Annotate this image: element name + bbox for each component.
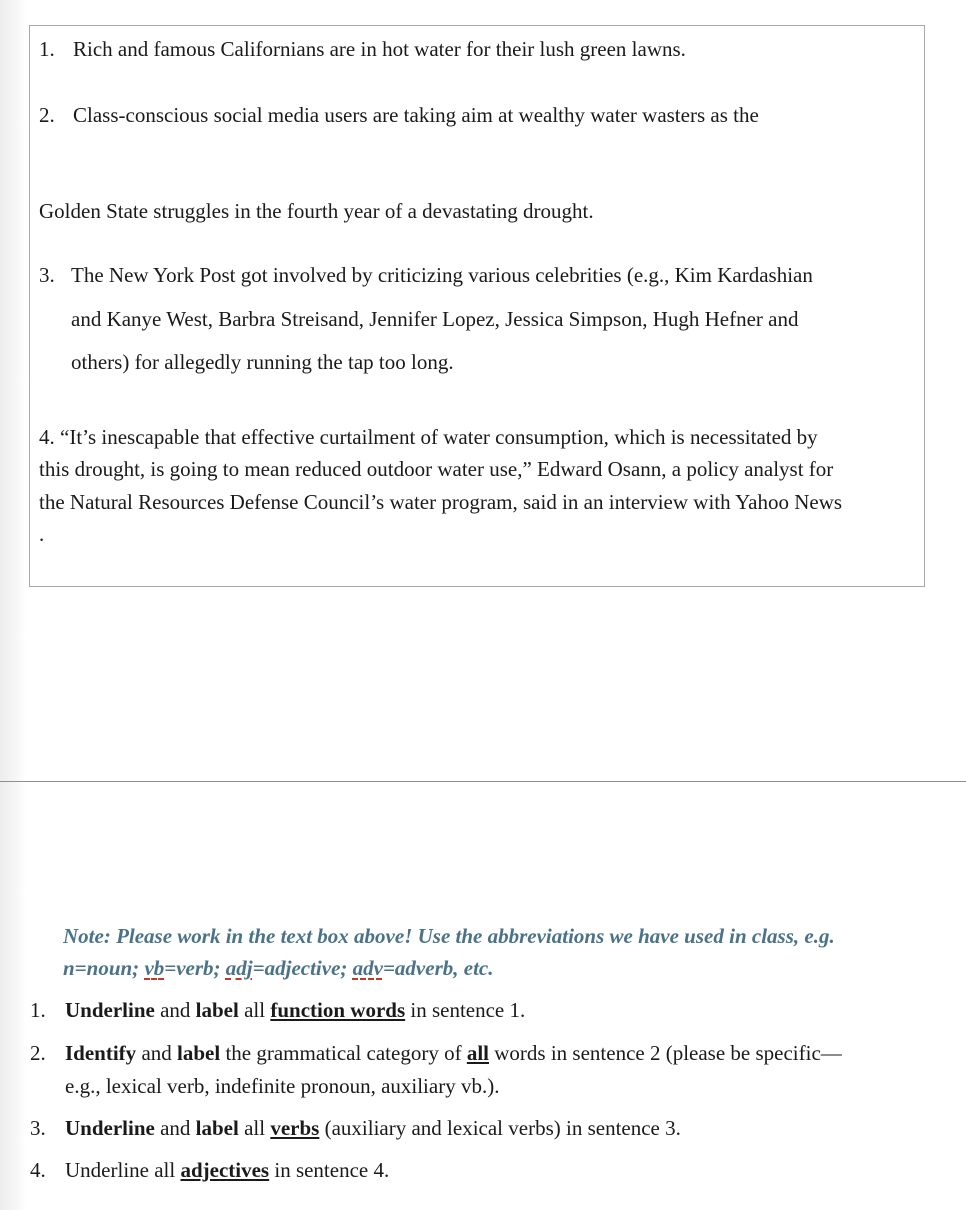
instruction-2-mid: the grammatical category of [220,1041,467,1065]
sentence-1 [39,35,686,63]
instruction-1-text [65,996,525,1024]
instruction-3-and: and [154,1116,196,1140]
sentence-2 [39,101,759,129]
sentence-2-line-1: Class-conscious social media users are taking aim at wealthy water wasters as the [73,103,759,127]
note-line-1: Note: Please work in the text box above! Use the abbreviations we have used in class, e.g. [63,924,835,948]
sentence-1-text: Rich and famous Californians are in hot water for their lush green lawns. [73,37,686,61]
sentence-2-line-2: Golden State struggles in the fourth year of a devastating drought. [39,199,594,223]
sentence-3 [39,261,813,289]
sentence-3-line-1: The New York Post got involved by criticizing various celebrities (e.g., Kim Kardashian [71,263,813,287]
sentence-2-number: 2. [39,103,55,127]
instruction-4-head: Underline all [65,1158,181,1182]
instruction-1 [30,996,930,1024]
instruction-4-number: 4. [30,1158,46,1182]
note-adj-abbrev: adj [225,956,253,980]
note-adverb: =adverb, etc. [382,956,494,980]
instruction-3-all: all [238,1116,271,1140]
note-vb-abbrev: vb [144,956,165,980]
instruction-4 [30,1156,930,1184]
instruction-2-number: 2. [30,1041,46,1065]
instruction-1-function-words: function words [270,998,406,1022]
instruction-3-label: label [195,1116,239,1140]
instruction-1-underline: Underline [65,998,155,1022]
instruction-4-tail: in sentence 4. [269,1158,390,1182]
instruction-1-and: and [154,998,196,1022]
sentence-1-number: 1. [39,37,55,61]
sentence-3-line-2: and Kanye West, Barbra Streisand, Jennifer Lopez, Jessica Simpson, Hugh Hefner and [71,307,799,331]
instruction-2-and: and [136,1041,178,1065]
instruction-2-line-2: e.g., lexical verb, indefinite pronoun, auxiliary vb.). [65,1074,500,1098]
page-gutter [0,0,26,1210]
instruction-4-text [65,1156,389,1184]
instruction-3-text [65,1114,681,1142]
note-verb: =verb; [164,956,226,980]
instruction-2 [30,1039,930,1099]
instruction-3-number: 3. [30,1116,46,1140]
sentence-4-line-2: this drought, is going to mean reduced outdoor water use,” Edward Osann, a policy analyst for [39,457,834,481]
sentence-4-line-4: . [39,522,45,546]
instruction-3-tail: (auxiliary and lexical verbs) in sentence 3. [319,1116,681,1140]
sentence-3-line-3: others) for allegedly running the tap too long. [71,350,454,374]
instruction-2-label: label [177,1041,221,1065]
instruction-1-label: label [195,998,239,1022]
instruction-2-text [65,1039,842,1067]
instruction-3 [30,1114,930,1142]
note-adv-abbrev: adv [352,956,383,980]
answer-text-box[interactable] [29,25,925,587]
note-adjective: =adjective; [252,956,353,980]
instruction-2-all: all [466,1041,489,1065]
instruction-2-identify: Identify [65,1041,137,1065]
sentence-4-line-3: the Natural Resources Defense Council’s water program, said in an interview with Yahoo News [39,490,843,514]
instruction-1-all: all [238,998,271,1022]
sentence-3-number: 3. [39,263,55,287]
instruction-1-tail: in sentence 1. [405,998,526,1022]
instruction-1-number: 1. [30,998,46,1022]
note-noun: n=noun; [63,956,145,980]
instruction-4-adjectives: adjectives [180,1158,270,1182]
instruction-3-underline: Underline [65,1116,155,1140]
sentence-4-line-1: 4. “It’s inescapable that effective curtailment of water consumption, which is necessitated by [39,425,818,449]
note-line-2 [63,954,493,982]
page-break-divider [0,781,966,782]
instruction-2-tail: words in sentence 2 (please be specific— [489,1041,842,1065]
instruction-3-verbs: verbs [270,1116,320,1140]
